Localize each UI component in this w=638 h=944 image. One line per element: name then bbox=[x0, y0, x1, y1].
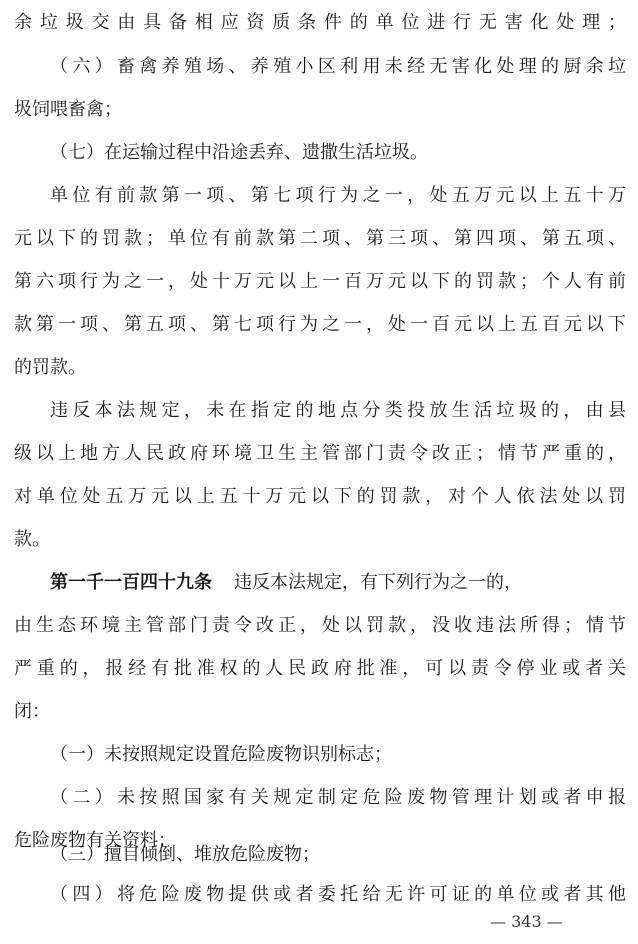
text-line-15: 由生态环境主管部门责令改正，处以罚款，没收违法所得；情节 bbox=[14, 615, 626, 636]
text-line-2: （六）畜禽养殖场、养殖小区利用未经无害化处理的厨余垃 bbox=[50, 56, 626, 77]
text-line-9: 的罚款。 bbox=[14, 357, 86, 378]
text-line-8: 款第一项、第五项、第七项行为之一，处一百元以上五百元以下 bbox=[14, 314, 626, 335]
text-line-7: 第六项行为之一，处十万元以上一百万元以下的罚款；个人有前 bbox=[14, 271, 626, 292]
text-line-3: 圾饲喂畜禽； bbox=[14, 99, 122, 120]
text-line-4: （七）在运输过程中沿途丢弃、遗撒生活垃圾。 bbox=[50, 142, 428, 163]
text-line-5: 单位有前款第一项、第七项行为之一，处五万元以上五十万 bbox=[50, 185, 626, 206]
page-number: — 343 — bbox=[490, 912, 563, 931]
text-line-13: 款。 bbox=[14, 529, 50, 550]
text-line-21: （三）擅自倾倒、堆放危险废物； bbox=[50, 844, 320, 865]
text-line-12: 对单位处五万元以上五十万元以下的罚款，对个人依法处以罚 bbox=[14, 486, 626, 507]
article-number: 第一千一百四十九条 bbox=[50, 572, 212, 593]
text-line-1: 余垃圾交由具备相应资质条件的单位进行无害化处理； bbox=[14, 12, 626, 33]
text-line-22: （四）将危险废物提供或者委托给无许可证的单位或者其他 bbox=[50, 884, 626, 905]
article-text: 违反本法规定，有下列行为之一的， bbox=[234, 572, 522, 593]
text-line-18: （一）未按照规定设置危险废物识别标志； bbox=[50, 744, 392, 765]
text-line-11: 级以上地方人民政府环境卫生主管部门责令改正；情节严重的， bbox=[14, 443, 626, 464]
text-line-19: （二）未按照国家有关规定制定危险废物管理计划或者申报 bbox=[50, 787, 626, 808]
article-line bbox=[50, 568, 626, 598]
text-line-6: 元以下的罚款；单位有前款第二项、第三项、第四项、第五项、 bbox=[14, 228, 626, 249]
text-line-10: 违反本法规定，未在指定的地点分类投放生活垃圾的，由县 bbox=[50, 400, 626, 421]
text-line-16: 严重的，报经有批准权的人民政府批准，可以责令停业或者关 bbox=[14, 658, 626, 679]
text-line-20: 危险废物有关资料； bbox=[14, 830, 176, 851]
text-line-17: 闭： bbox=[14, 701, 50, 722]
